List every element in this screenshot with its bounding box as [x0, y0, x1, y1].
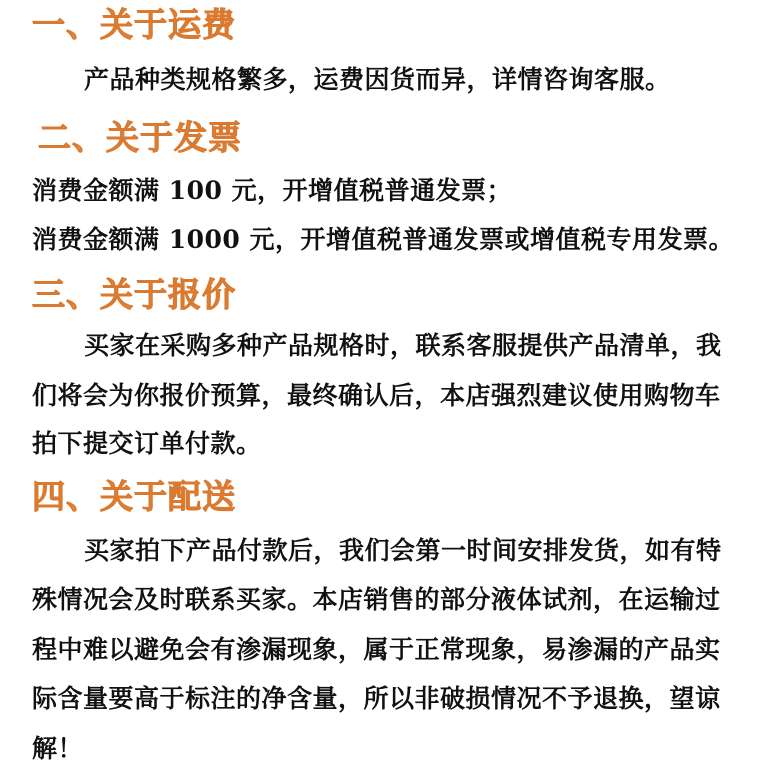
section-quotation-line-3: 拍下提交订单付款。 [32, 429, 262, 458]
section-quotation-line-1: 买家在采购多种产品规格时，联系客服提供产品清单，我 [84, 331, 722, 360]
section-heading-invoice: 二、关于发票 [38, 118, 242, 157]
section-delivery-line-2: 殊情况会及时联系买家。本店销售的部分液体试剂，在运输过 [32, 585, 721, 614]
section-heading-shipping: 一、关于运费 [32, 5, 236, 44]
section-shipping-line-1: 产品种类规格繁多，运费因货而异，详情咨询客服。 [84, 65, 671, 94]
section-delivery-line-5: 解！ [32, 734, 84, 763]
section-delivery-line-4: 际含量要高于标注的净含量，所以非破损情况不予退换，望谅 [32, 684, 721, 713]
section-invoice-line-1: 消费金额满 100 元，开增值税普通发票； [32, 176, 513, 205]
section-heading-delivery: 四、关于配送 [32, 477, 236, 516]
section-delivery-line-3: 程中难以避免会有渗漏现象，属于正常现象，易渗漏的产品实 [32, 635, 721, 664]
section-heading-quotation: 三、关于报价 [32, 275, 236, 314]
section-delivery-line-1: 买家拍下产品付款后，我们会第一时间安排发货，如有特 [84, 536, 722, 565]
section-invoice-line-2: 消费金额满 1000 元，开增值税普通发票或增值税专用发票。 [32, 225, 734, 254]
section-quotation-line-2: 们将会为你报价预算，最终确认后，本店强烈建议使用购物车 [32, 381, 721, 410]
